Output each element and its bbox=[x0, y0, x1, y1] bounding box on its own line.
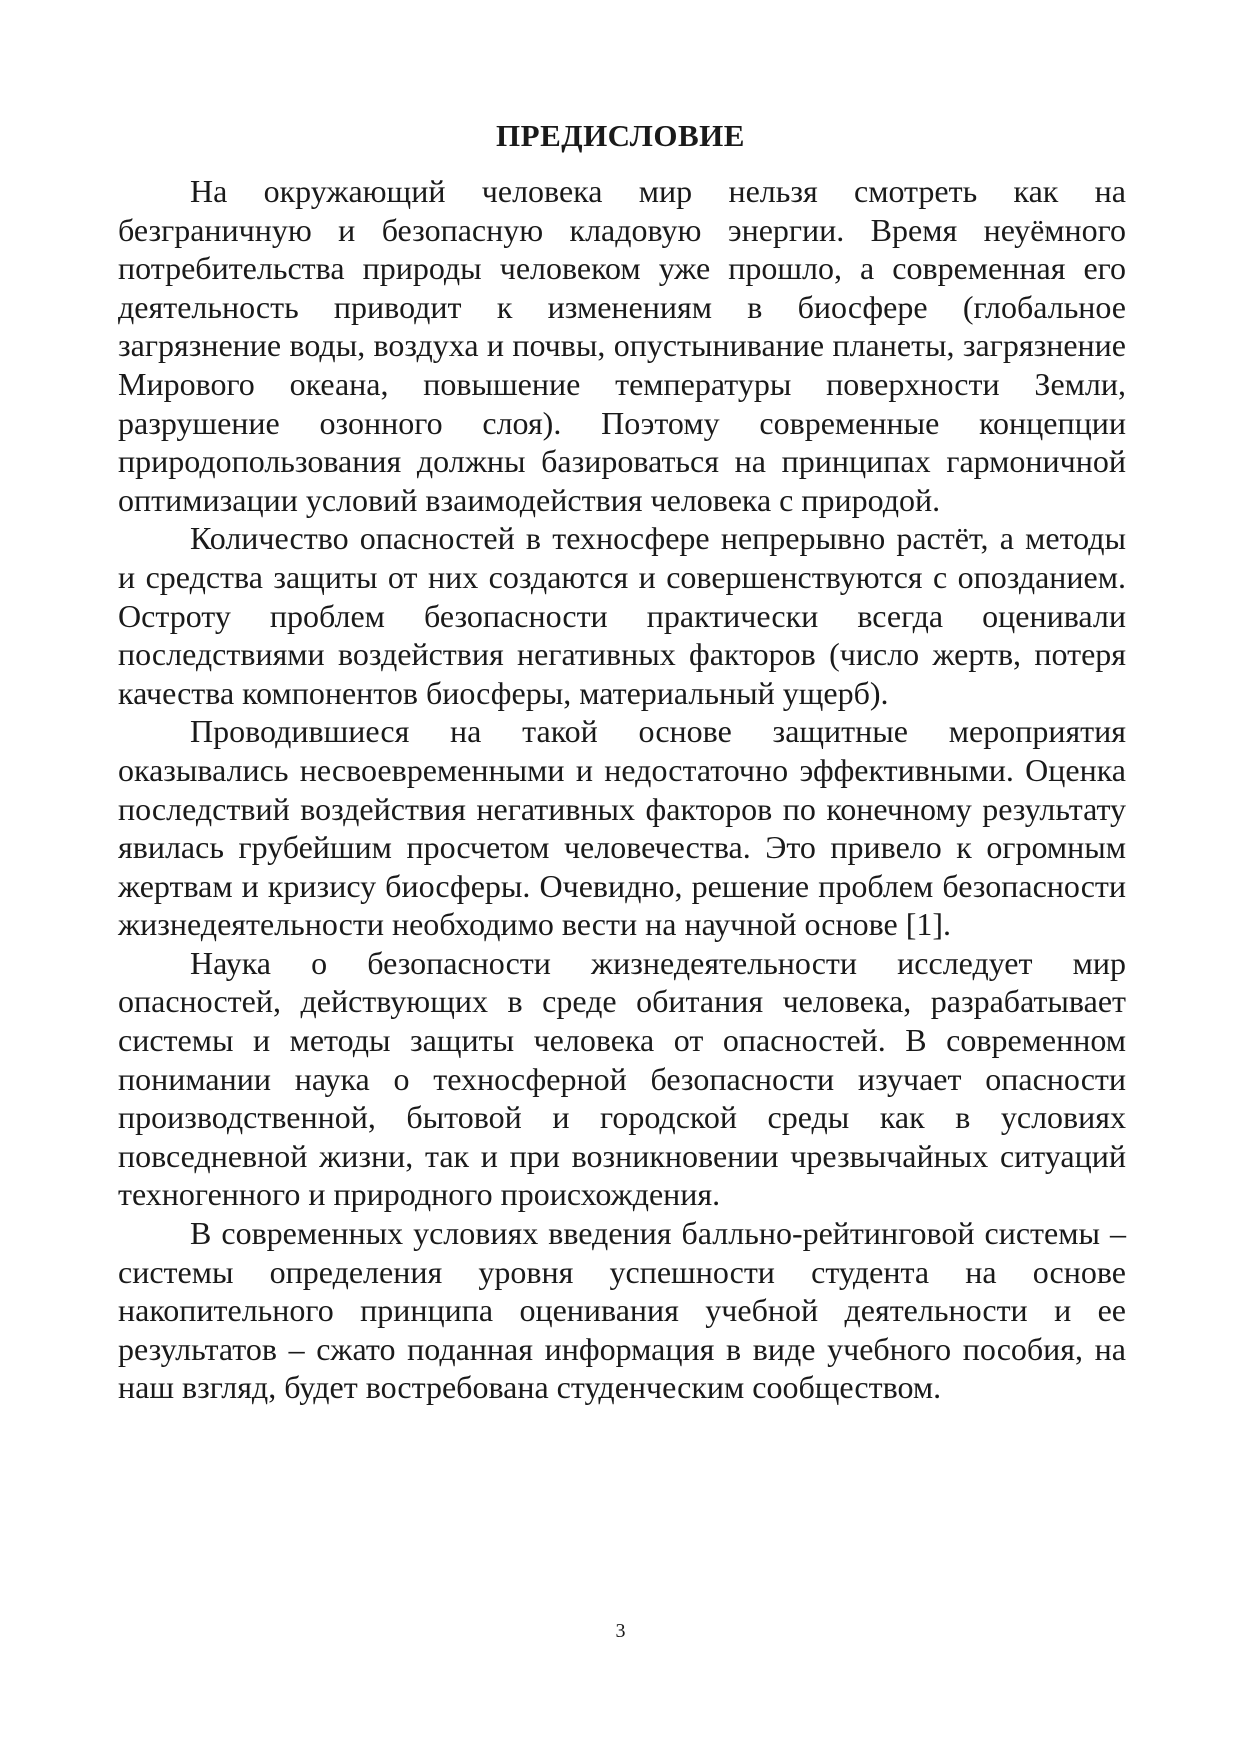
paragraph-3: Проводившиеся на такой основе защитные мероприятия оказывались несвоевременными и недостаточно эффективными. Оценка последствий воздействия негативных факторов по конечному результату явилась грубейшим просчетом человечества. Это привело к огромным жертвам и кризису биосферы. Очевидно, решение проблем безопасности жизнедеятельности необходимо вести на научной основе [1]. bbox=[118, 713, 1126, 943]
page-heading: ПРЕДИСЛОВИЕ bbox=[496, 118, 745, 153]
paragraph-4: Наука о безопасности жизнедеятельности исследует мир опасностей, действующих в среде обитания человека, разрабатывает системы и методы защиты человека от опасностей. В современном понимании наука о техносферной безопасности изучает опасности производственной, бытовой и городской среды как в условиях повседневной жизни, так и при возникновении чрезвычайных ситуаций техногенного и природного происхождения. bbox=[118, 944, 1126, 1213]
text-body bbox=[118, 172, 1126, 1407]
paragraph-1: На окружающий человека мир нельзя смотреть как на безграничную и безопасную кладовую энергии. Время неуёмного потребительства природы человеком уже прошло, а современная его деятельность приводит к изменениям в биосфере (глобальное загрязнение воды, воздуха и почвы, опустынивание планеты, загрязнение Мирового океана, повышение температуры поверхности Земли, разрушение озонного слоя). Поэтому современные концепции природопользования должны базироваться на принципах гармоничной оптимизации условий взаимодействия человека с природой. bbox=[118, 173, 1126, 518]
page-number: 3 bbox=[615, 1620, 626, 1642]
paragraph-2: Количество опасностей в техносфере непрерывно растёт, а методы и средства защиты от них создаются и совершенствуются с опозданием. Остроту проблем безопасности практически всегда оценивали последствиями воздействия негативных факторов (число жертв, потеря качества компонентов биосферы, материальный ущерб). bbox=[118, 520, 1126, 711]
paragraph-5: В современных условиях введения балльно-рейтинговой системы – системы определения уровня успешности студента на основе накопительного принципа оценивания учебной деятельности и ее результатов – сжато поданная информация в виде учебного пособия, на наш взгляд, будет востребована студенческим сообществом. bbox=[118, 1215, 1126, 1406]
